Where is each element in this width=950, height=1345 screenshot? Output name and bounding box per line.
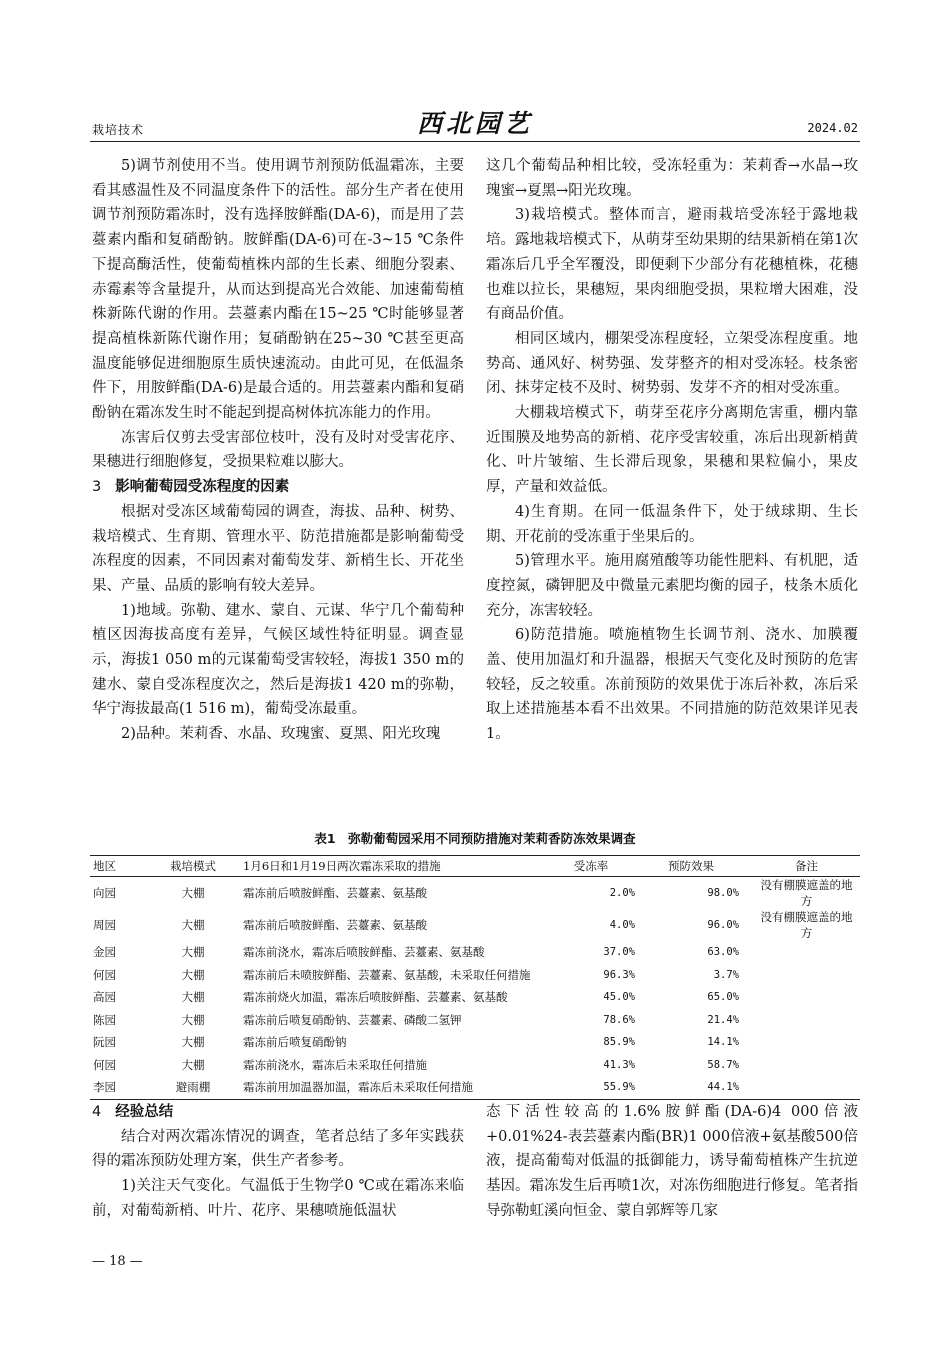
- paragraph: 5)管理水平。施用腐殖酸等功能性肥料、有机肥，适度控氮，磷钾肥及中微量元素肥均衡的园子，枝条木质化充分，冻害较轻。: [486, 553, 858, 619]
- cell-rate: 85.9%: [603, 1036, 635, 1049]
- cell-rate: 37.0%: [603, 946, 635, 959]
- paragraph: 2)品种。茉莉香、水晶、玫瑰蜜、夏黑、阳光玫瑰: [121, 726, 441, 743]
- header-mode: 栽培模式: [151, 856, 235, 877]
- table-row: [90, 1076, 860, 1099]
- table-header-row: [90, 856, 860, 877]
- table-row: [90, 909, 860, 941]
- cell-effect: 44.1%: [641, 1076, 753, 1099]
- cell-mode: 避雨棚: [151, 1076, 235, 1099]
- cell-mode: 大棚: [181, 918, 205, 932]
- paragraph: 1)关注天气变化。气温低于生物学0 ℃或在霜冻来临前，对葡萄新梢、叶片、花序、果穗喷施低温状: [92, 1178, 464, 1219]
- section-label: 栽培技术: [92, 123, 145, 137]
- cell-rate: 45.0%: [603, 991, 635, 1004]
- cell-mode: 大棚: [181, 1012, 205, 1027]
- data-table: [90, 855, 860, 1100]
- cell-mode: 大棚: [181, 1057, 205, 1072]
- cell-rate: 55.9%: [545, 1076, 641, 1099]
- cell-measure: 霜冻前后喷复硝酚钠: [243, 1035, 347, 1050]
- header-note: 备注: [753, 856, 860, 877]
- cell-note: [753, 1076, 860, 1099]
- cell-measure: 霜冻前后未喷胺鲜酯、芸薹素、氨基酸，未采取任何措施: [243, 967, 531, 982]
- table-row: [90, 1009, 860, 1032]
- page-number: — 18 —: [92, 1254, 143, 1269]
- cell-mode: 大棚: [181, 990, 205, 1005]
- cell-effect: 98.0%: [707, 887, 739, 899]
- column-left-bottom: [92, 1100, 464, 1224]
- cell-rate: 78.6%: [603, 1013, 635, 1026]
- cell-note: [753, 1009, 860, 1032]
- cell-effect: 3.7%: [713, 968, 739, 981]
- cell-mode: 大棚: [181, 945, 205, 960]
- cell-effect: 96.0%: [707, 919, 739, 931]
- column-right-top: [486, 154, 858, 747]
- cell-measure: 霜冻前用加温器加温，霜冻后未采取任何措施: [235, 1076, 545, 1099]
- cell-region: 周园: [93, 918, 116, 932]
- cell-region: 陈园: [93, 1012, 116, 1027]
- header-freeze-rate: 受冻率: [545, 856, 641, 877]
- cell-note: 没有棚膜遮盖的地方: [760, 910, 853, 940]
- paragraph: 相同区域内，棚架受冻程度轻，立架受冻程度重。地势高、通风好、树势强、发芽整齐的相对受冻轻。枝条密闭、抹芽定枝不及时、树势弱、发芽不齐的相对受冻重。: [486, 330, 858, 397]
- cell-region: 李园: [90, 1076, 151, 1099]
- section-heading: [92, 1100, 464, 1125]
- section-title: 影响葡萄园受冻程度的因素: [115, 479, 290, 496]
- paragraph: 态下活性较高的1.6%胺鲜酯(DA-6)4 000倍液+0.01%24-表芸薹素内酯(BR)1 000倍液+氨基酸500倍液，提高葡萄对低温的抵御能力，诱导葡萄植株产生抗逆基因。霜冻发生后再喷1次，对冻伤细胞进行修复。笔者指导弥勒虹溪向恒金、蒙自郭辉等几家: [486, 1104, 858, 1219]
- paragraph: 这几个葡萄品种相比较，受冻轻重为：茉莉香→水晶→玫瑰蜜→夏黑→阳光玫瑰。: [486, 158, 858, 199]
- cell-rate: 41.3%: [603, 1058, 635, 1071]
- cell-note: 没有棚膜遮盖的地方: [760, 878, 853, 908]
- paragraph: 5)调节剂使用不当。使用调节剂预防低温霜冻，主要看其感温性及不同温度条件下的活性。部分生产者在使用调节剂预防霜冻时，没有选择胺鲜酯(DA-6)，而是用了芸薹素内酯和复硝酚钠。胺鲜酯(DA-6)可在-3~15 ℃条件下提高酶活性，使葡萄植株内部的生长素、细胞分裂素、赤霉素等含量提升，从而达到提高光合效能、加速葡萄植株新陈代谢的作用。芸薹素内酯在15~25 ℃时能够显著提高植株新陈代谢作用；复硝酚钠在25~30 ℃甚至更高温度能够促进细胞原生质快速流动。由此可见，在低温条件下，用胺鲜酯(DA-6)是最合适的。用芸薹素内酯和复硝酚钠在霜冻发生时不能起到提高树体抗冻能力的作用。: [92, 158, 464, 422]
- paragraph: 大棚栽培模式下，萌芽至花序分离期危害重，棚内靠近围膜及地势高的新梢、花序受害较重，冻后出现新梢黄化、叶片皱缩、生长滞后现象，果穗和果粒偏小，果皮厚，产量和效益低。: [486, 405, 858, 496]
- cell-rate: 96.3%: [603, 968, 635, 981]
- header-divider: [90, 141, 860, 142]
- cell-measure: 霜冻前后喷胺鲜酯、芸薹素、氨基酸: [243, 918, 427, 932]
- cell-note: [753, 941, 860, 964]
- cell-region: 向园: [93, 886, 116, 900]
- table-row: [90, 941, 860, 964]
- cell-effect: 63.0%: [707, 946, 739, 959]
- cell-measure: 霜冻前后喷胺鲜酯、芸薹素、氨基酸: [243, 886, 427, 900]
- paragraph: 6)防范措施。喷施植物生长调节剂、浇水、加膜覆盖、使用加温灯和升温器，根据天气变化及时预防的危害较轻，反之较重。冻前预防的效果优于冻后补救，冻后采取上述措施基本看不出效果。不同措施的防范效果详见表1。: [486, 627, 858, 743]
- header-measure: 1月6日和1月19日两次霜冻采取的措施: [235, 856, 545, 877]
- paragraph: 结合对两次霜冻情况的调查，笔者总结了多年实践获得的霜冻预防处理方案，供生产者参考。: [92, 1128, 464, 1170]
- cell-rate: 4.0%: [609, 919, 635, 931]
- cell-measure: 霜冻前浇水，霜冻后喷胺鲜酯、芸薹素、氨基酸: [243, 945, 485, 960]
- journal-logo: 西北园艺: [416, 109, 533, 138]
- paragraph: 4)生育期。在同一低温条件下，处于绒球期、生长期、开花前的受冻重于坐果后的。: [486, 503, 858, 545]
- header-region: 地区: [90, 856, 151, 877]
- cell-effect: 14.1%: [707, 1036, 739, 1049]
- cell-note: [753, 1031, 860, 1054]
- cell-mode: 大棚: [181, 886, 205, 900]
- header-effect: 预防效果: [641, 856, 753, 877]
- paragraph: 1)地域。弥勒、建水、蒙自、元谋、华宁几个葡萄种植区因海拔高度有差异，气候区域性特征明显。调查显示，海拔1 050 m的元谋葡萄受害较轻，海拔1 350 m的建水、蒙自受冻程度次之，然后是海拔1 420 m的弥勒，华宁海拔最高(1 516 m)，葡萄受冻最重。: [92, 602, 464, 718]
- cell-measure: 霜冻前烧火加温，霜冻后喷胺鲜酯、芸薹素、氨基酸: [243, 990, 508, 1005]
- issue-number: 2024.02: [807, 121, 858, 135]
- column-left-top: [92, 154, 464, 747]
- paragraph: 根据对受冻区域葡萄园的调查，海拔、品种、树势、栽培模式、生育期、管理水平、防范措施都是影响葡萄受冻程度的因素，不同因素对葡萄发芽、新梢生长、开花坐果、产量、品质的影响有较大差异。: [92, 503, 464, 594]
- table-title: 表1 弥勒葡萄园采用不同预防措施对茉莉香防冻效果调查: [314, 831, 636, 846]
- section-title: 经验总结: [115, 1104, 174, 1120]
- cell-effect: 21.4%: [707, 1013, 739, 1026]
- cell-note: [753, 986, 860, 1009]
- cell-region: 何园: [93, 1057, 116, 1072]
- cell-mode: 大棚: [181, 967, 205, 982]
- section-heading: [92, 475, 464, 500]
- column-right-bottom: [486, 1100, 858, 1224]
- cell-note: [753, 1054, 860, 1077]
- table-row: [90, 986, 860, 1009]
- table-row: [90, 1031, 860, 1054]
- table-row: [90, 964, 860, 987]
- paragraph: 冻害后仅剪去受害部位枝叶，没有及时对受害花序、果穗进行细胞修复，受损果粒难以膨大。: [92, 429, 464, 471]
- cell-note: [753, 964, 860, 987]
- cell-effect: 58.7%: [707, 1058, 739, 1071]
- cell-measure: 霜冻前后喷复硝酚钠、芸薹素、磷酸二氢钾: [243, 1012, 462, 1027]
- section-number: 3: [92, 479, 102, 496]
- cell-region: 阮园: [93, 1035, 116, 1050]
- cell-region: 高园: [93, 990, 116, 1005]
- cell-measure: 霜冻前浇水，霜冻后未采取任何措施: [243, 1057, 427, 1072]
- cell-mode: 大棚: [181, 1035, 205, 1050]
- cell-region: 何园: [93, 967, 116, 982]
- paragraph: 3)栽培模式。整体而言，避雨栽培受冻轻于露地栽培。露地栽培模式下，从萌芽至幼果期的结果新梢在第1次霜冻后几乎全军覆没，即便剩下少部分有花穗植株，花穗也难以拉长，果穗短，果肉细胞受损，果粒增大困难，没有商品价值。: [486, 207, 858, 323]
- table-row: [90, 877, 860, 910]
- cell-rate: 2.0%: [609, 887, 635, 899]
- cell-region: 金园: [93, 945, 116, 960]
- table-row: [90, 1054, 860, 1077]
- cell-effect: 65.0%: [707, 991, 739, 1004]
- section-number: 4: [92, 1104, 102, 1120]
